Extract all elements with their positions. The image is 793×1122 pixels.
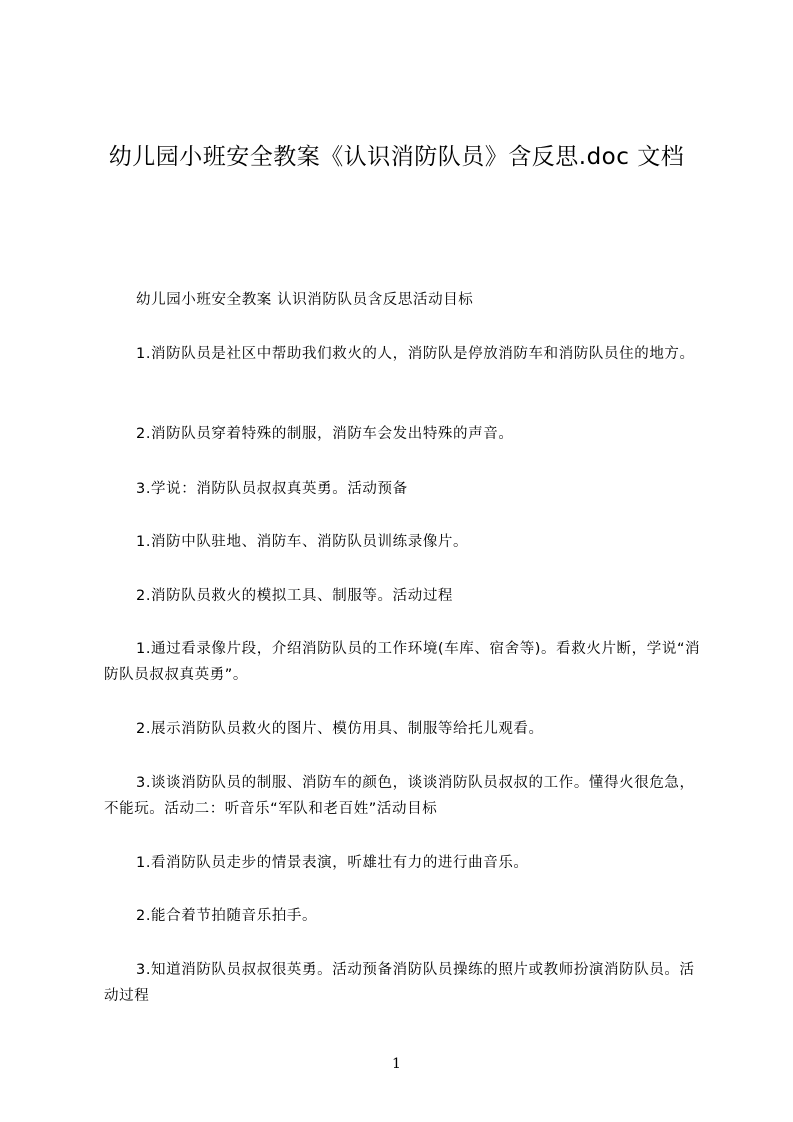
paragraph-activity2-goal-1: 1.看消防队员走步的情景表演，听雄壮有力的进行曲音乐。 — [136, 855, 529, 871]
paragraph-goal-1: 1.消防队员是社区中帮助我们救火的人，消防队是停放消防车和消防队员住的地方。 — [136, 346, 695, 362]
paragraph-goal-3: 3.学说：消防队员叔叔真英勇。活动预备 — [136, 481, 408, 497]
paragraph-process-2: 2.展示消防队员救火的图片、模仿用具、制服等给托儿观看。 — [136, 721, 544, 737]
paragraph-prep-2: 2.消防队员救火的模拟工具、制服等。活动过程 — [136, 588, 454, 604]
document-title: 幼儿园小班安全教案《认识消防队员》含反思.doc 文档 — [108, 144, 685, 170]
paragraph-objectives-heading: 幼儿园小班安全教案 认识消防队员含反思活动目标 — [136, 292, 474, 308]
paragraph-prep-1: 1.消防中队驻地、消防车、消防队员训练录像片。 — [136, 534, 469, 550]
paragraph-goal-2: 2.消防队员穿着特殊的制服，消防车会发出特殊的声音。 — [136, 426, 514, 442]
paragraph-activity2-goal-3: 3.知道消防队员叔叔很英勇。活动预备消防队员操练的照片或教师扮演消防队员。活动过程 — [104, 962, 695, 1004]
paragraph-process-3: 3.谈谈消防队员的制服、消防车的颜色，谈谈消防队员叔叔的工作。懂得火很危急，不能玩。活动二：听音乐“军队和老百姓”活动目标 — [104, 775, 695, 817]
page-number: 1 — [392, 1056, 401, 1072]
paragraph-process-1: 1.通过看录像片段，介绍消防队员的工作环境(车库、宿舍等)。看救火片断，学说“消防队员叔叔真英勇”。 — [104, 641, 701, 683]
paragraph-activity2-goal-2: 2.能合着节拍随音乐拍手。 — [136, 908, 318, 924]
